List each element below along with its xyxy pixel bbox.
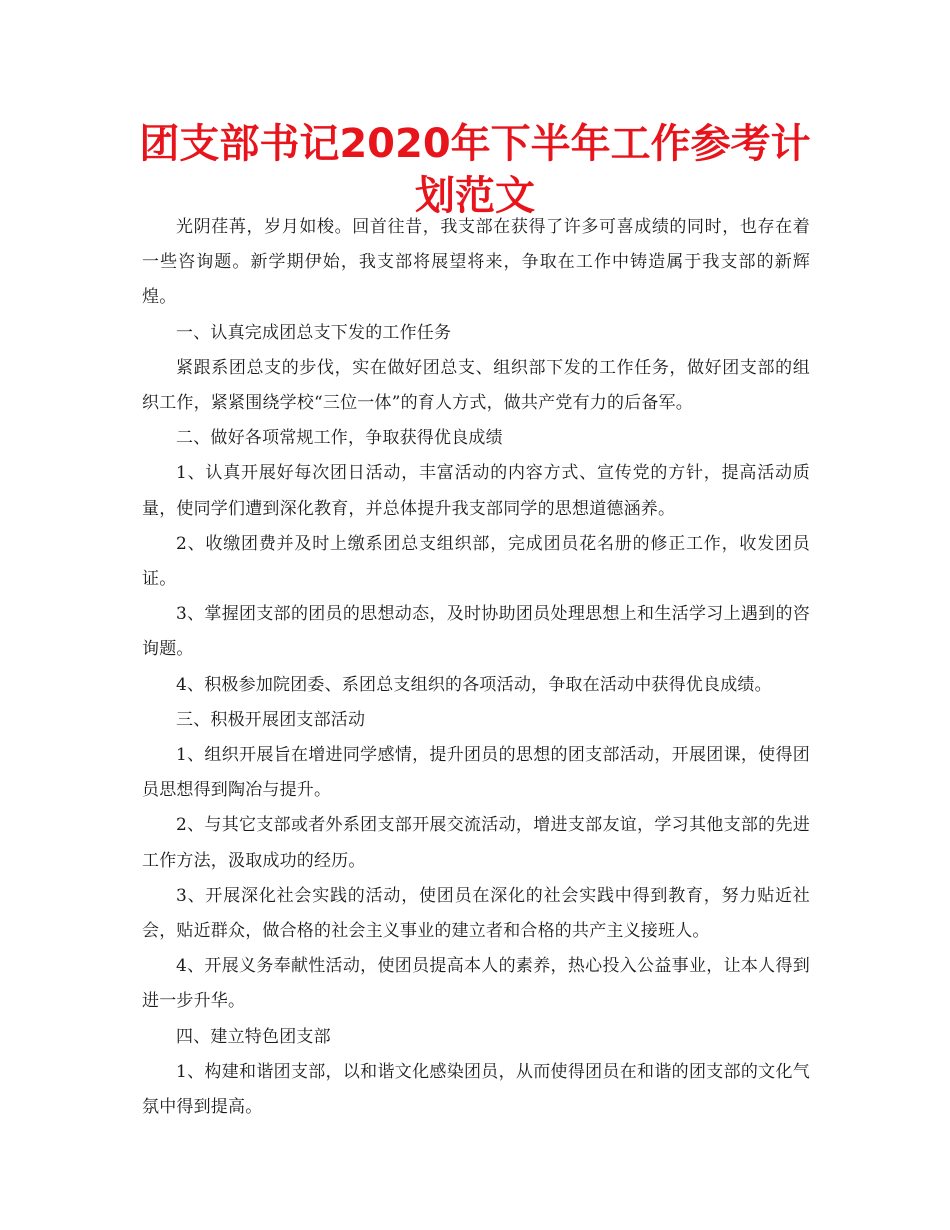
paragraph-section-2-item-2: 2、收缴团费并及时上缴系团总支组织部，完成团员花名册的修正工作，收发团员证。 xyxy=(142,533,810,590)
heading-section-1: 一、认真完成团总支下发的工作任务 xyxy=(176,322,452,343)
paragraph-section-2-item-3: 3、掌握团支部的团员的思想动态，及时协助团员处理思想上和生活学习上遇到的咨询题。 xyxy=(142,604,810,660)
paragraph-section-1: 紧跟系团总支的步伐，实在做好团总支、组织部下发的工作任务，做好团支部的组织工作，紧紧围绕学校“三位一体”的育人方式，做共产党有力的后备军。 xyxy=(142,357,810,414)
paragraph-section-3-item-3: 3、开展深化社会实践的活动，使团员在深化的社会实践中得到教育，努力贴近社会，贴近群众，做合格的社会主义事业的建立者和合格的共产主义接班人。 xyxy=(142,885,810,942)
paragraph-section-2-item-1: 1、认真开展好每次团日活动，丰富活动的内容方式、宣传党的方针，提高活动质量，使同学们遭到深化教育，并总体提升我支部同学的思想道德涵养。 xyxy=(142,463,810,519)
paragraph-intro: 光阴荏苒，岁月如梭。回首往昔，我支部在获得了许多可喜成绩的同时，也存在着一些咨询题。新学期伊始，我支部将展望将来，争取在工作中铸造属于我支部的新辉煌。 xyxy=(142,217,810,308)
heading-section-4: 四、建立特色团支部 xyxy=(176,1026,331,1047)
heading-section-3: 三、积极开展团支部活动 xyxy=(176,709,366,730)
paragraph-section-3-item-2: 2、与其它支部或者外系团支部开展交流活动，增进支部友谊，学习其他支部的先进工作方法，汲取成功的经历。 xyxy=(142,815,810,871)
paragraph-section-4-item-1: 1、构建和谐团支部，以和谐文化感染团员，从而使得团员在和谐的团支部的文化气氛中得到提高。 xyxy=(142,1061,810,1118)
document-title: 团支部书记2020年下半年工作参考计划范文 xyxy=(139,121,811,219)
paragraph-section-2-item-4: 4、积极参加院团委、系团总支组织的各项活动，争取在活动中获得优良成绩。 xyxy=(176,674,772,695)
document-body xyxy=(142,210,810,1125)
paragraph-section-3-item-4: 4、开展义务奉献性活动，使团员提高本人的素养，热心投入公益事业，让本人得到进一步升华。 xyxy=(142,956,810,1012)
heading-section-2: 二、做好各项常规工作，争取获得优良成绩 xyxy=(176,428,503,449)
paragraph-section-3-item-1: 1、组织开展旨在增进同学感情，提升团员的思想的团支部活动，开展团课，使得团员思想得到陶冶与提升。 xyxy=(142,745,810,801)
